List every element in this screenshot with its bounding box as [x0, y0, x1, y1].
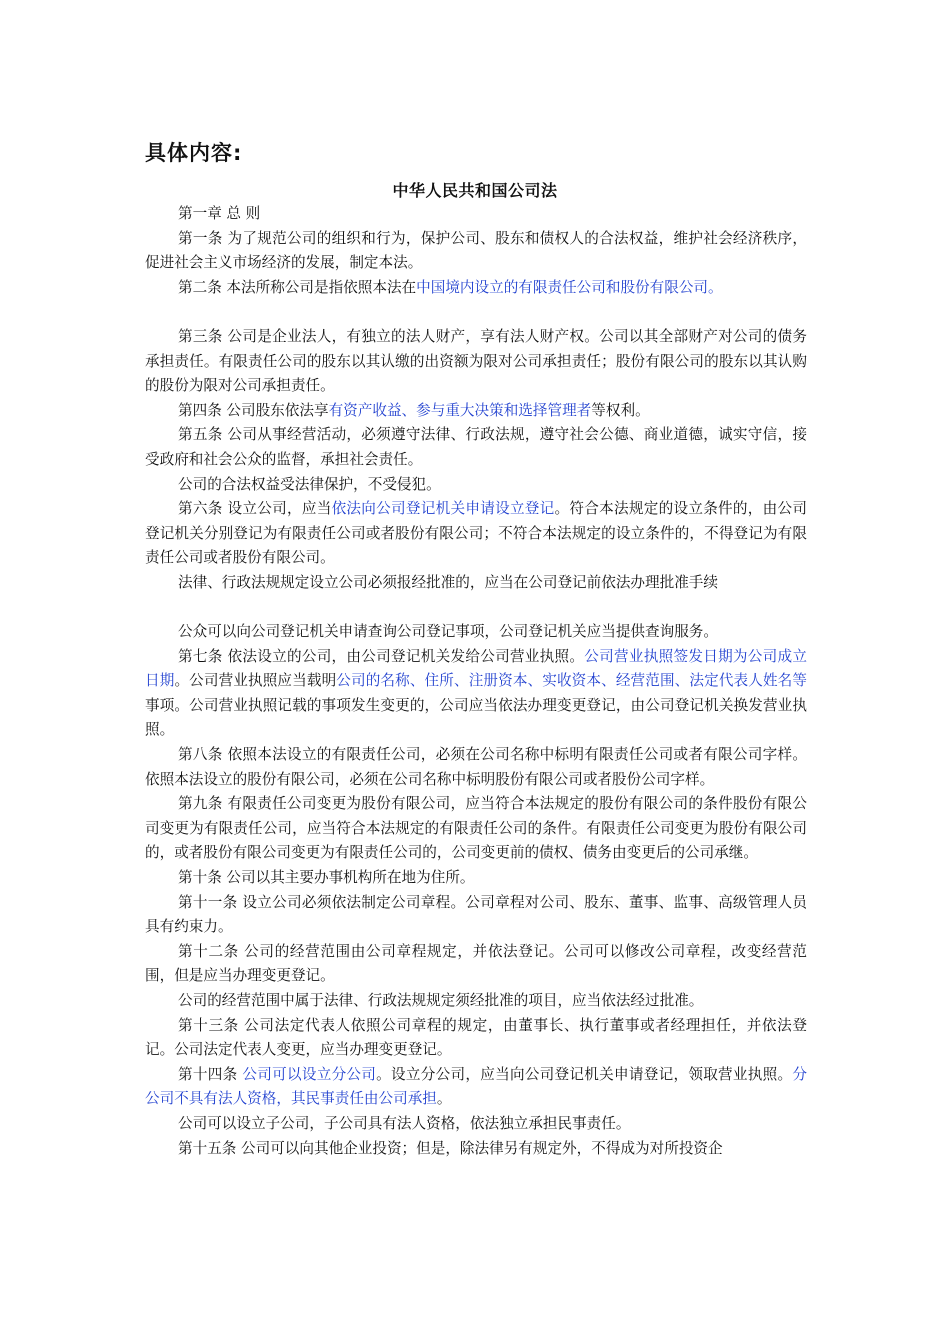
article-13: 第十三条 公司法定代表人依照公司章程的规定，由董事长、执行董事或者经理担任，并依法登记。公司法定代表人变更，应当办理变更登记。 [145, 1016, 807, 1059]
article-11: 第十一条 设立公司必须依法制定公司章程。公司章程对公司、股东、董事、监事、高级管理人员具有约束力。 [145, 893, 807, 936]
article-6-clause-2: 法律、行政法规规定设立公司必须报经批准的，应当在公司登记前依法办理批准手续 [178, 573, 718, 591]
law-title: 中华人民共和国公司法 [392, 181, 558, 200]
article-7-link-1[interactable]: 公司营业执照签发日期为公司成立日期 [145, 647, 807, 690]
article-5: 第五条 公司从事经营活动，必须遵守法律、行政法规，遵守社会公德、商业道德，诚实守信，接受政府和社会公众的监督，承担社会责任。 [145, 426, 807, 468]
article-10: 第十条 公司以其主要办事机构所在地为住所。 [178, 869, 475, 887]
article-5-clause: 公司的合法权益受法律保护，不受侵犯。 [178, 475, 441, 493]
article-8: 第八条 依照本法设立的有限责任公司，必须在公司名称中标明有限责任公司或者有限公司字样。依照本法设立的股份有限公司，必须在公司名称中标明股份有限公司或者股份公司字样。 [145, 746, 807, 788]
article-2: 第二条 本法所称公司是指依照本法在中国境内设立的有限责任公司和股份有限公司。 [178, 278, 723, 296]
article-3: 第三条 公司是企业法人，有独立的法人财产，享有法人财产权。公司以其全部财产对公司的债务承担责任。有限责任公司的股东以其认缴的出资额为限对公司承担责任；股份有限公司的股东以其认购的股份为限对公司承担责任。 [145, 327, 807, 395]
article-15: 第十五条 公司可以向其他企业投资；但是，除法律另有规定外，不得成为对所投资企 [178, 1139, 723, 1157]
article-14-link-1[interactable]: 公司可以设立分公司 [242, 1065, 377, 1083]
article-7: 第七条 依法设立的公司，由公司登记机关发给公司营业执照。公司营业执照签发日期为公司成立日期。公司营业执照应当载明公司的名称、住所、注册资本、实收资本、经营范围、法定代表人姓名等事项。公司营业执照记载的事项发生变更的，公司应当依法办理变更登记，由公司登记机关换发营业执照。 [145, 647, 807, 739]
chapter-heading: 第一章 总 则 [178, 205, 261, 222]
article-6-clause-3: 公众可以向公司登记机关申请查询公司登记事项，公司登记机关应当提供查询服务。 [178, 623, 718, 641]
section-heading: 具体内容: [145, 141, 243, 165]
article-1: 第一条 为了规范公司的组织和行为，保护公司、股东和债权人的合法权益，维护社会经济秩序，促进社会主义市场经济的发展，制定本法。 [145, 229, 807, 272]
article-2-link[interactable]: 中国境内设立的有限责任公司和股份有限公司。 [416, 278, 723, 296]
law-body [145, 202, 807, 1161]
article-6: 第六条 设立公司，应当依法向公司登记机关申请设立登记。符合本法规定的设立条件的，由公司登记机关分别登记为有限责任公司或者股份有限公司；不符合本法规定的设立条件的，不得登记为有限责任公司或者股份有限公司。 [145, 500, 807, 567]
article-14-link-2[interactable]: 分公司不具有法人资格，其民事责任由公司承担 [145, 1065, 807, 1108]
article-4-link[interactable]: 有资产收益、参与重大决策和选择管理者 [328, 401, 592, 419]
article-4: 第四条 公司股东依法享有资产收益、参与重大决策和选择管理者等权利。 [178, 401, 650, 419]
article-14: 第十四条 公司可以设立分公司。设立分公司，应当向公司登记机关申请登记，领取营业执照。分公司不具有法人资格，其民事责任由公司承担。 [145, 1065, 807, 1108]
article-6-link[interactable]: 依法向公司登记机关申请设立登记 [331, 500, 555, 518]
article-14-clause: 公司可以设立子公司，子公司具有法人资格，依法独立承担民事责任。 [178, 1114, 631, 1132]
article-7-link-2[interactable]: 公司的名称、住所、注册资本、实收资本、经营范围、法定代表人姓名等 [336, 672, 807, 690]
article-9: 第九条 有限责任公司变更为股份有限公司，应当符合本法规定的股份有限公司的条件股份有限公司变更为有限责任公司，应当符合本法规定的有限责任公司的条件。有限责任公司变更为股份有限公司的，或者股份有限公司变更为有限责任公司的，公司变更前的债权、债务由变更后的公司承继。 [145, 795, 807, 862]
article-12-clause: 公司的经营范围中属于法律、行政法规规定须经批准的项目，应当依法经过批准。 [178, 992, 704, 1009]
article-12: 第十二条 公司的经营范围由公司章程规定，并依法登记。公司可以修改公司章程，改变经营范围，但是应当办理变更登记。 [145, 942, 807, 985]
